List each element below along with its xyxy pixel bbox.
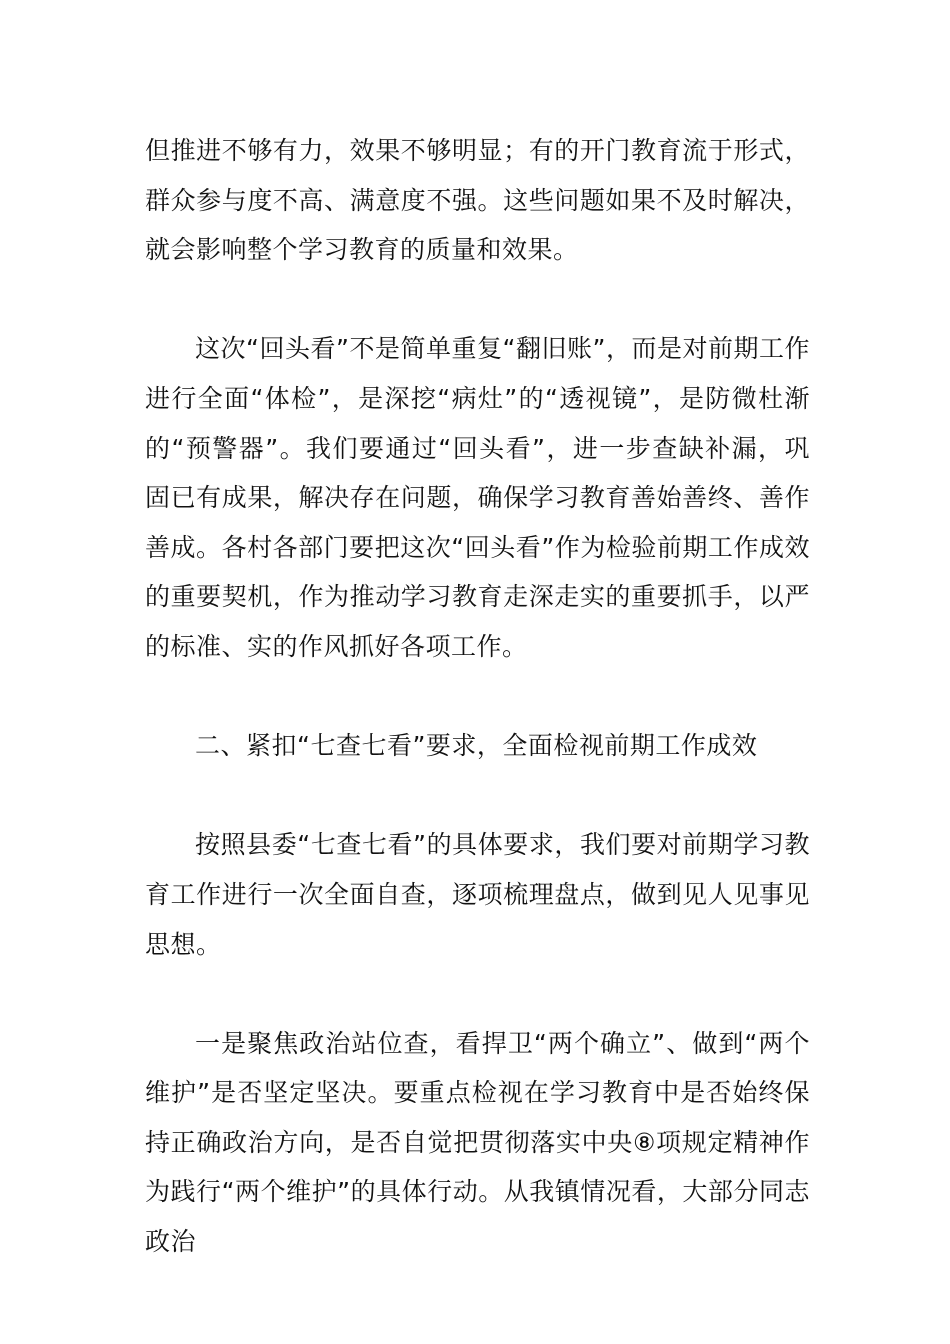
paragraph-review-purpose: 这次“回头看”不是简单重复“翻旧账”，而是对前期工作进行全面“体检”，是深挖“病灶”的“透视镜”，是防微杜渐的“预警器”。我们要通过“回头看”，进一步查缺补漏，巩固已有成果，解决存在问题，确保学习教育善始善终、善作善成。各村各部门要把这次“回头看”作为检验前期工作成效的重要契机，作为推动学习教育走深走实的重要抓手，以严的标准、实的作风抓好各项工作。	[145, 334, 810, 661]
paragraph-continuation: 但推进不够有力，效果不够明显；有的开门教育流于形式，群众参与度不高、满意度不强。这些问题如果不及时解决，就会影响整个学习教育的质量和效果。	[145, 136, 810, 265]
paragraph-gap	[145, 672, 810, 722]
paragraph-gap	[145, 969, 810, 1019]
document-page	[145, 126, 810, 1267]
paragraph-gap	[145, 771, 810, 821]
paragraph-political-stance: 一是聚焦政治站位查，看捍卫“两个确立”、做到“两个维护”是否坚定坚决。要重点检视在学习教育中是否始终保持正确政治方向，是否自觉把贯彻落实中央⑧项规定精神作为践行“两个维护”的具体行动。从我镇情况看，大部分同志政治	[145, 1028, 810, 1257]
paragraph-self-check: 按照县委“七查七看”的具体要求，我们要对前期学习教育工作进行一次全面自查，逐项梳理盘点，做到见人见事见思想。	[145, 830, 810, 959]
section-heading: 二、紧扣“七查七看”要求，全面检视前期工作成效	[195, 731, 758, 761]
paragraph-gap	[145, 275, 810, 325]
